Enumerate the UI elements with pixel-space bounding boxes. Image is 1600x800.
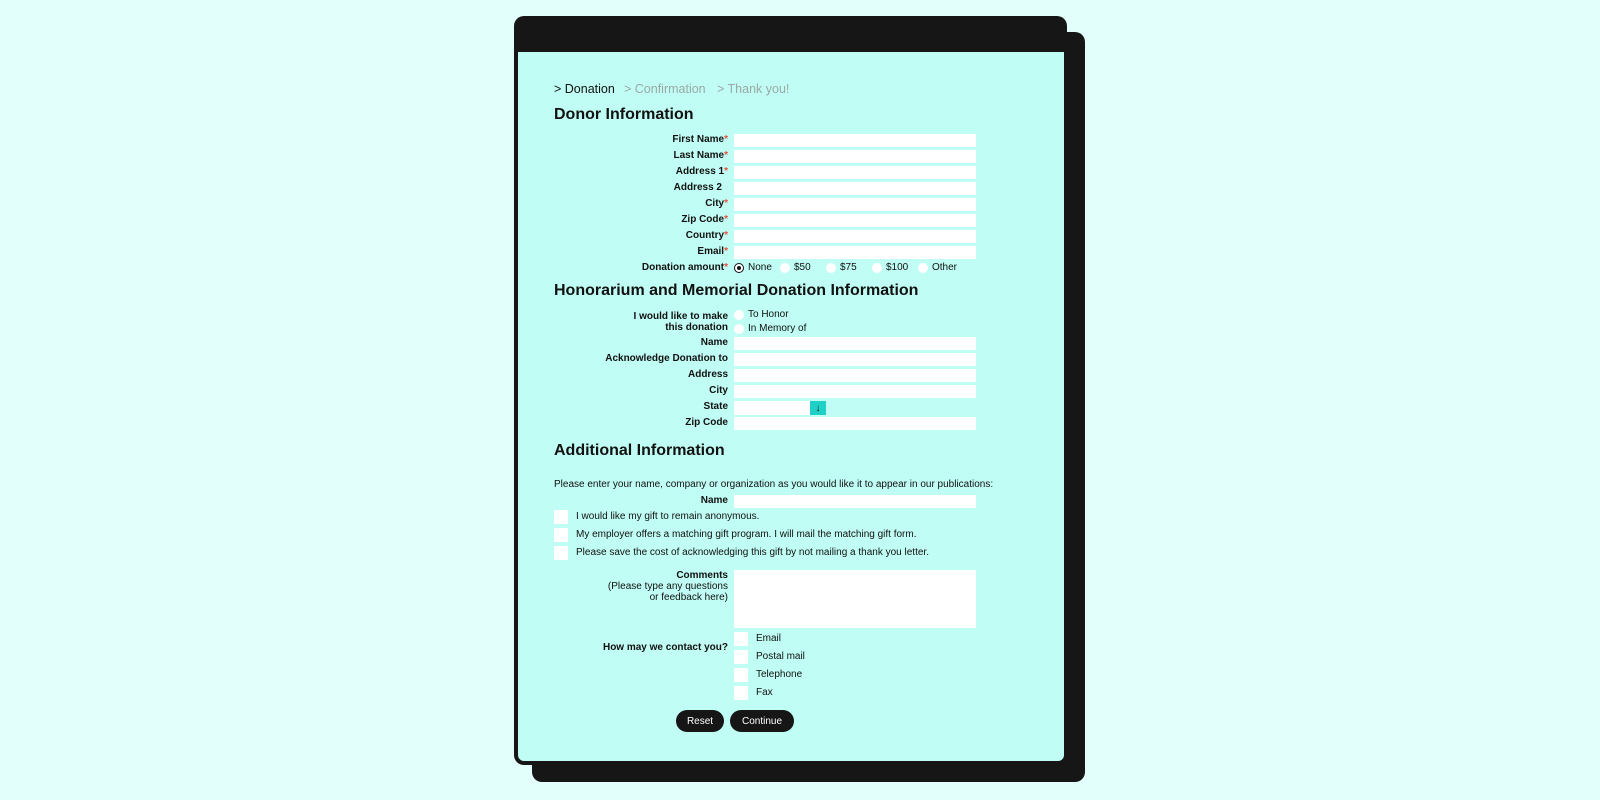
honor-address-label: Address [687, 369, 728, 380]
reset-button[interactable]: Reset [676, 710, 724, 732]
publication-name-label: Name [700, 495, 728, 506]
email-label: Email* [697, 246, 728, 257]
amount-none-radio[interactable] [734, 263, 744, 273]
acknowledge-input[interactable] [734, 353, 976, 366]
breadcrumb-thank-you[interactable]: > Thank you! [717, 82, 790, 96]
anonymous-label: I would like my gift to remain anonymous. [576, 511, 760, 522]
no-thank-you-label: Please save the cost of acknowledging this gift by not mailing a thank you letter. [576, 547, 929, 558]
last-name-label: Last Name* [673, 150, 728, 161]
honor-state-label: State [703, 401, 728, 412]
matching-gift-label: My employer offers a matching gift program. I will mail the matching gift form. [576, 529, 917, 540]
additional-section-title: Additional Information [554, 442, 725, 459]
address2-label: Address 2 [673, 182, 722, 193]
amount-75-label: $75 [840, 262, 857, 273]
comments-label: Comments (Please type any questions or feedback here) [607, 570, 728, 603]
honor-zip-input[interactable] [734, 417, 976, 430]
amount-other-radio[interactable] [918, 263, 928, 273]
contact-email-checkbox[interactable] [734, 632, 748, 646]
amount-other-label: Other [932, 262, 958, 273]
city-label: City* [705, 198, 728, 209]
contact-phone-checkbox[interactable] [734, 668, 748, 682]
to-honor-radio[interactable] [734, 310, 744, 320]
contact-phone-label: Telephone [756, 669, 803, 680]
country-label: Country* [685, 230, 728, 241]
amount-100-radio[interactable] [872, 263, 882, 273]
comments-textarea[interactable] [734, 570, 976, 628]
amount-none-label: None [748, 262, 772, 273]
first-name-label: First Name* [672, 134, 728, 145]
publication-name-intro: Please enter your name, company or organization as you would like it to appear in our publications: [554, 479, 994, 490]
honor-address-input[interactable] [734, 369, 976, 382]
zip-label: Zip Code* [681, 214, 728, 225]
continue-button[interactable]: Continue [730, 710, 794, 732]
zip-input[interactable] [734, 214, 976, 227]
contact-method-label: How may we contact you? [602, 642, 728, 653]
amount-100-label: $100 [886, 262, 909, 273]
amount-50-radio[interactable] [780, 263, 790, 273]
country-input[interactable] [734, 230, 976, 243]
anonymous-checkbox[interactable] [554, 510, 568, 524]
chevron-down-icon[interactable]: ↓ [810, 401, 826, 415]
contact-fax-checkbox[interactable] [734, 686, 748, 700]
honor-zip-label: Zip Code [685, 417, 728, 428]
in-memory-label: In Memory of [748, 323, 807, 334]
honor-name-input[interactable] [734, 337, 976, 350]
contact-postal-label: Postal mail [756, 651, 805, 662]
publication-name-input[interactable] [734, 495, 976, 508]
honor-city-label: City [709, 385, 728, 396]
breadcrumb-donation[interactable]: > Donation [554, 82, 615, 96]
acknowledge-label: Acknowledge Donation to [605, 353, 728, 364]
no-thank-you-checkbox[interactable] [554, 546, 568, 560]
contact-fax-label: Fax [756, 687, 773, 698]
last-name-input[interactable] [734, 150, 976, 163]
amount-50-label: $50 [794, 262, 811, 273]
donation-amount-label: Donation amount* [641, 262, 728, 273]
breadcrumb-confirmation[interactable]: > Confirmation [624, 82, 706, 96]
address1-input[interactable] [734, 166, 976, 179]
contact-postal-checkbox[interactable] [734, 650, 748, 664]
honor-city-input[interactable] [734, 385, 976, 398]
address2-input[interactable] [734, 182, 976, 195]
in-memory-radio[interactable] [734, 324, 744, 334]
email-input[interactable] [734, 246, 976, 259]
first-name-input[interactable] [734, 134, 976, 147]
contact-email-label: Email [756, 633, 782, 644]
address1-label: Address 1* [675, 166, 728, 177]
amount-75-radio[interactable] [826, 263, 836, 273]
to-honor-label: To Honor [748, 309, 789, 320]
make-donation-label: I would like to make this donation [633, 311, 728, 333]
honor-name-label: Name [700, 337, 728, 348]
city-input[interactable] [734, 198, 976, 211]
donation-form-panel [518, 52, 1064, 761]
matching-gift-checkbox[interactable] [554, 528, 568, 542]
honor-section-title: Honorarium and Memorial Donation Information [554, 282, 919, 299]
donor-section-title: Donor Information [554, 106, 694, 123]
